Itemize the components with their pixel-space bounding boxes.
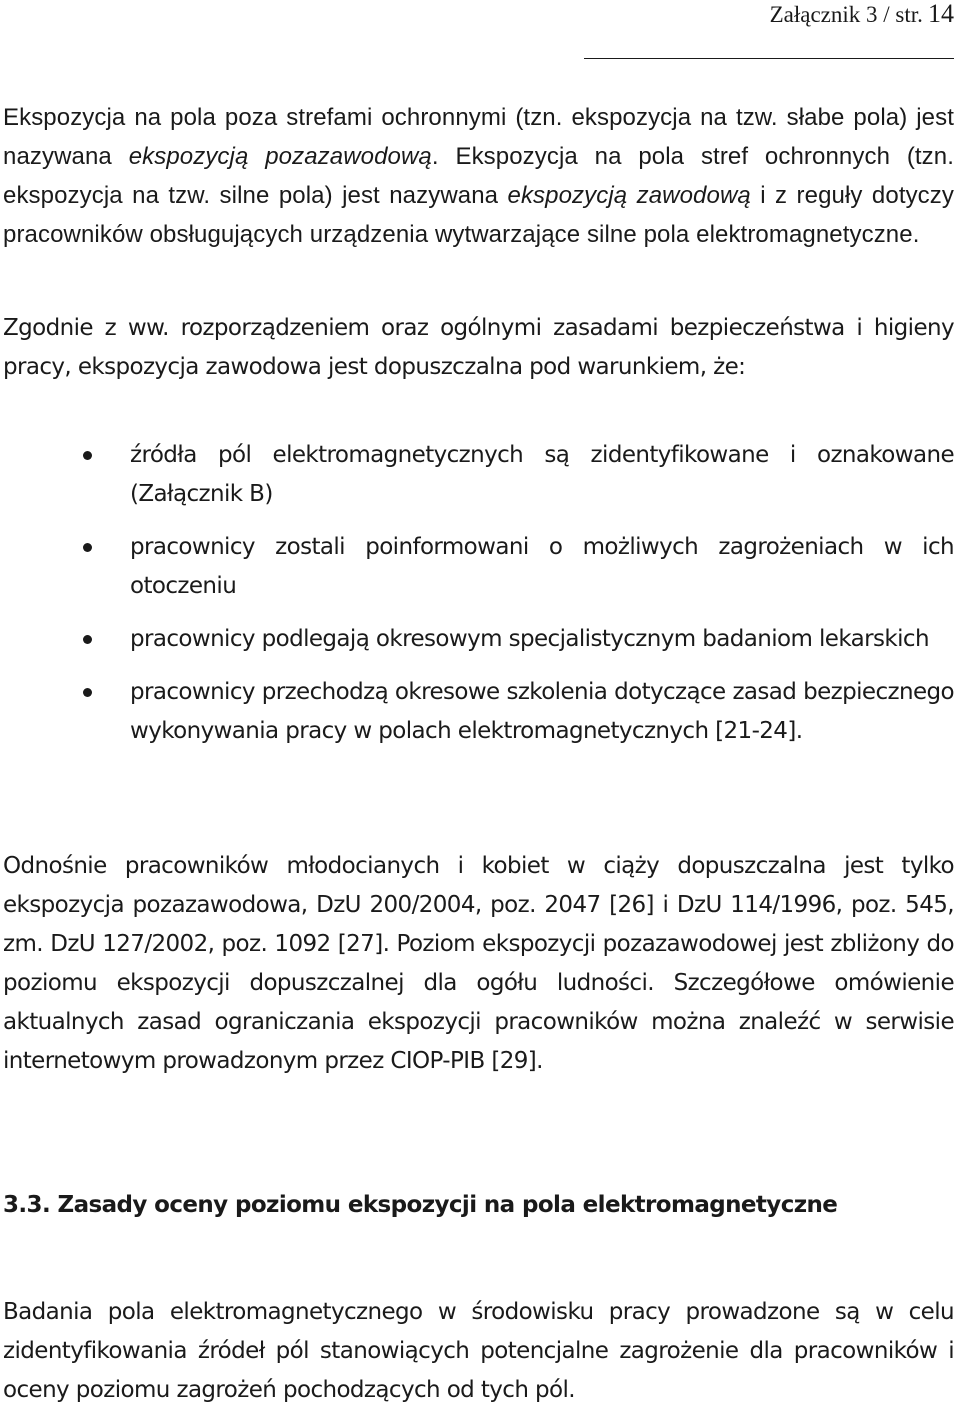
- section-heading: 3.3. Zasady oceny poziomu ekspozycji na pola elektromagnetyczne: [3, 1192, 838, 1218]
- list-item-text: pracownicy przechodzą okresowe szkolenia dotyczące zasad bezpiecznego wykonywania pracy w polach elektromagnetycznych [21-24].: [130, 679, 954, 744]
- p1-text-1: Ekspozycja na pola poza strefami ochronnymi (tzn. ekspozycja na tzw. słabe pola) jest nazywana: [3, 104, 954, 170]
- list-item-text: źródła pól elektromagnetycznych są zidentyfikowane i oznakowane (Załącznik B): [130, 442, 954, 507]
- attachment-label: Załącznik 3 / str.: [769, 2, 923, 27]
- paragraph-measurements: Badania pola elektromagnetycznego w środowisku pracy prowadzone są w celu zidentyfikowania źródeł pól stanowiących potencjalne zagrożenie dla pracowników i oceny poziomu zagrożeń pochodzących od tych pól.: [3, 1299, 954, 1403]
- paragraph-exposure-definition: [3, 98, 954, 254]
- bullet-icon: [83, 635, 92, 644]
- page-header: [584, 0, 954, 59]
- conditions-list: [0, 436, 956, 765]
- list-item: [0, 673, 954, 751]
- p1-emphasis-pozazawodowa: ekspozycją pozazawodową: [128, 143, 432, 170]
- bullet-icon: [83, 688, 92, 697]
- p1-emphasis-zawodowa: ekspozycją zawodową: [507, 182, 751, 209]
- page-number: 14: [928, 0, 954, 28]
- list-item: [0, 620, 954, 659]
- p1-text-3: i z reguły dotyczy pracowników obsługujących urządzenia wytwarzające silne pola elektromagnetyczne.: [3, 182, 954, 248]
- bullet-icon: [83, 451, 92, 460]
- bullet-icon: [83, 543, 92, 552]
- list-item-text: pracownicy podlegają okresowym specjalistycznym badaniom lekarskich: [130, 626, 929, 652]
- paragraph-regulation: Zgodnie z ww. rozporządzeniem oraz ogólnymi zasadami bezpieczeństwa i higieny pracy, ekspozycja zawodowa jest dopuszczalna pod warunkiem, że:: [3, 315, 954, 380]
- list-item: [0, 528, 954, 606]
- paragraph-young-workers: Odnośnie pracowników młodocianych i kobiet w ciąży dopuszczalna jest tylko ekspozycja pozazawodowa, DzU 200/2004, poz. 2047 [26] i DzU 114/1996, poz. 545, zm. DzU 127/2002, poz. 1092 [27]. Poziom ekspozycji pozazawodowej jest zbliżony do poziomu ekspozycji dopuszczalnej dla ogółu ludności. Szczegółowe omówienie aktualnych zasad ograniczania ekspozycji pracowników można znaleźć w serwisie internetowym prowadzonym przez CIOP-PIB [29].: [3, 853, 954, 1074]
- list-item: [0, 436, 954, 514]
- list-item-text: pracownicy zostali poinformowani o możliwych zagrożeniach w ich otoczeniu: [130, 534, 954, 599]
- p1-text-2: . Ekspozycja na pola stref ochronnych (tzn. ekspozycja na tzw. silne pola) jest nazywana: [3, 143, 955, 209]
